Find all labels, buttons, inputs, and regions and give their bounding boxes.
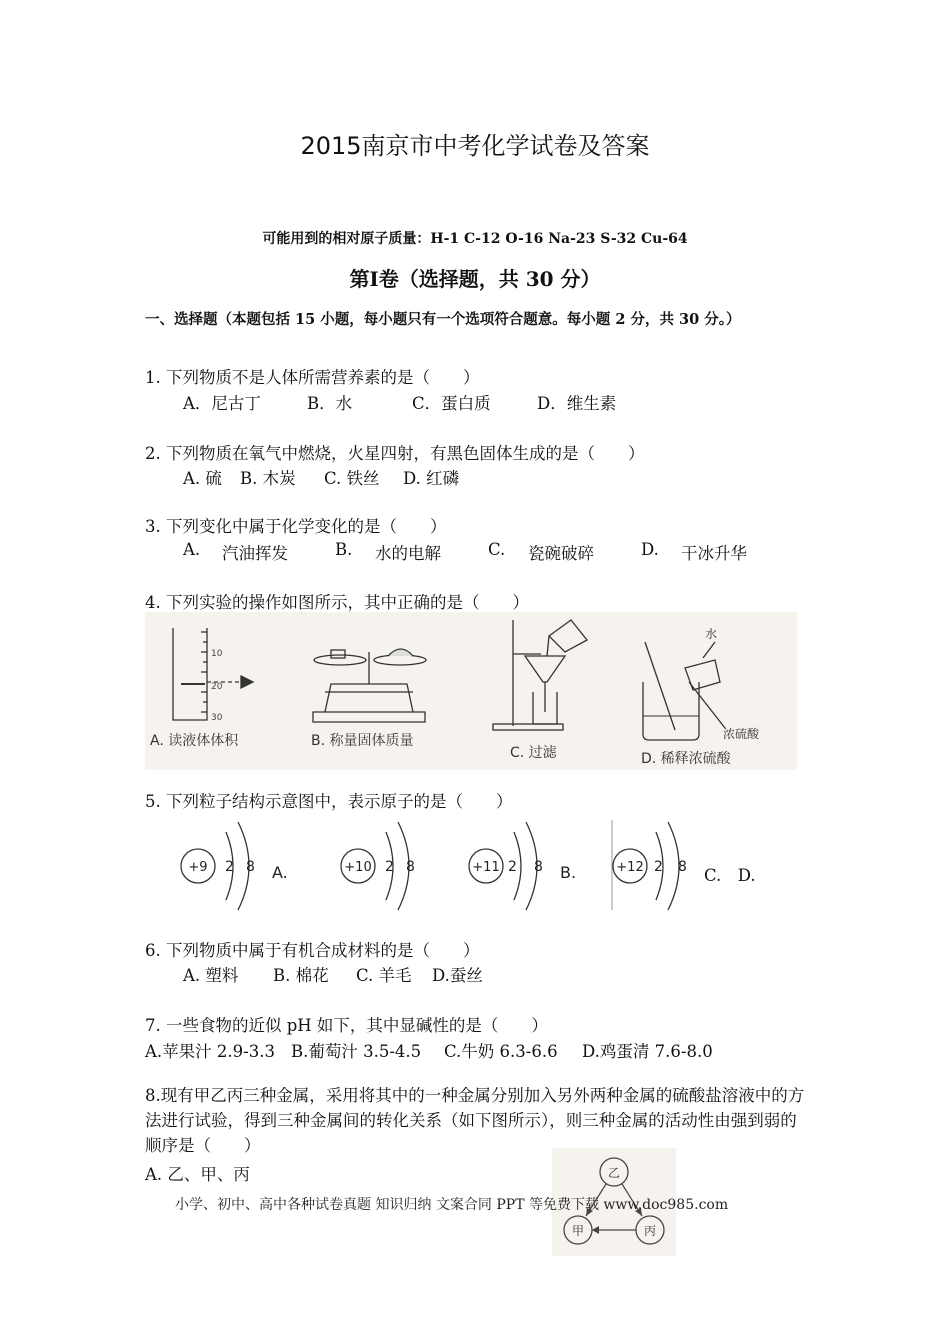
lab-operations-illustration: [145, 612, 797, 770]
q8-option-a: A. 乙、甲、丙: [145, 1165, 250, 1184]
atomic-masses-line: 可能用到的相对原子质量：H-1 C-12 O-16 Na-23 S-32 Cu-64: [262, 231, 688, 247]
q1-option-d: D．维生素: [537, 394, 617, 413]
question-7-stem: 7. 一些食物的近似 pH 如下，其中显碱性的是（ ）: [145, 1016, 548, 1035]
particle-diagram-c: [613, 822, 687, 910]
particle-b2-shell2: 8: [534, 859, 543, 875]
q1-option-a: A．尼古丁: [183, 394, 261, 413]
figure-label-a: A. 读液体体积: [150, 733, 239, 749]
node-yi: 乙: [607, 1166, 621, 1180]
particle-c-shell1: 2: [654, 859, 663, 875]
part1-title: 第Ⅰ卷（选择题，共 30 分）: [349, 267, 601, 291]
q2-option-d: D. 红磷: [403, 469, 460, 488]
particle-a-shell1: 2: [225, 859, 234, 875]
figure-label-c: C. 过滤: [510, 745, 557, 761]
q7-option-b: B.葡萄汁 3.5-4.5: [291, 1042, 422, 1061]
filtration-setup-icon: [493, 620, 587, 730]
particle-b2-shell1: 2: [508, 859, 517, 875]
particle-a-shell2: 8: [246, 859, 255, 875]
label-water: 水: [705, 627, 718, 641]
scale-30: 30: [211, 713, 223, 723]
page-footer: 小学、初中、高中各种试卷真题 知识归纳 文案合同 PPT 等免费下载 www.doc985.com: [175, 1197, 729, 1213]
label-concentrated-acid: 浓硫酸: [723, 727, 760, 741]
question-6-stem: 6. 下列物质中属于有机合成材料的是（ ）: [145, 941, 480, 960]
graduated-cylinder-icon: [173, 628, 253, 720]
q2-option-b: B. 木炭: [240, 469, 296, 488]
particle-diagrams: [170, 818, 730, 914]
figure-label-b: B. 称量固体质量: [311, 733, 414, 749]
particle-c-nucleus: +12: [616, 860, 644, 875]
scale-10: 10: [211, 649, 223, 659]
balance-scale-icon: [313, 649, 426, 722]
q2-option-a: A. 硫: [183, 469, 222, 488]
question-3-stem: 3. 下列变化中属于化学变化的是（ ）: [145, 517, 447, 536]
q3-option-c-text: 瓷碗破碎: [528, 544, 594, 563]
particle-diagram-a: [181, 822, 288, 910]
dilution-beaker-icon: [643, 642, 725, 740]
q6-option-c: C. 羊毛: [356, 966, 412, 985]
q1-option-c: C．蛋白质: [412, 394, 491, 413]
q6-option-d: D.蚕丝: [432, 966, 483, 985]
question-4-stem: 4. 下列实验的操作如图所示，其中正确的是（ ）: [145, 593, 529, 612]
particle-a-label: A.: [272, 863, 288, 882]
particle-b1-shell2: 8: [406, 859, 415, 875]
q7-option-c: C.牛奶 6.3-6.6: [444, 1042, 558, 1061]
q3-option-a-text: 汽油挥发: [222, 544, 288, 563]
particle-c-d-labels: C. D.: [704, 866, 756, 885]
q3-option-a-letter: A.: [183, 540, 201, 559]
particle-structure-illustration: [170, 818, 730, 914]
scale-20: 20: [211, 682, 223, 692]
q3-option-b-text: 水的电解: [375, 544, 441, 563]
q6-option-a: A. 塑料: [183, 966, 239, 985]
q6-option-b: B. 棉花: [273, 966, 329, 985]
q3-option-b-letter: B.: [335, 540, 353, 559]
q3-option-d-letter: D.: [641, 540, 659, 559]
q3-option-c-letter: C.: [488, 540, 506, 559]
q7-option-d: D.鸡蛋清 7.6-8.0: [582, 1042, 713, 1061]
q7-option-a: A.苹果汁 2.9-3.3: [145, 1042, 275, 1061]
particle-diagram-b1: [341, 822, 415, 910]
question-1-stem: 1. 下列物质不是人体所需营养素的是（ ）: [145, 368, 480, 387]
particle-b2-nucleus: +11: [472, 860, 500, 875]
q3-option-d-text: 干冰升华: [681, 544, 747, 563]
particle-b1-nucleus: +10: [344, 860, 372, 875]
q1-option-b: B．水: [307, 394, 353, 413]
node-jia: 甲: [571, 1224, 585, 1238]
q4-lab-figure: [145, 612, 797, 770]
question-5-stem: 5. 下列粒子结构示意图中，表示原子的是（ ）: [145, 792, 513, 811]
node-bing: 丙: [643, 1224, 657, 1238]
q2-option-c: C. 铁丝: [324, 469, 380, 488]
particle-b2-label: B.: [560, 863, 577, 882]
particle-b1-shell1: 2: [385, 859, 394, 875]
particle-c-shell2: 8: [678, 859, 687, 875]
particle-diagram-b2: [469, 822, 576, 910]
figure-label-d: D. 稀释浓硫酸: [641, 751, 731, 767]
section-instructions: 一、选择题（本题包括 15 小题，每小题只有一个选项符合题意。每小题 2 分，共 30 分。）: [145, 311, 741, 328]
question-8-stem: 8.现有甲乙丙三种金属，采用将其中的一种金属分别加入另外两种金属的硫酸盐溶液中的方法进行试验，得到三种金属间的转化关系（如下图所示），则三种金属的活动性由强到弱的顺序是（ ）: [145, 1086, 805, 1155]
particle-a-nucleus: +9: [188, 860, 208, 875]
page-title: 2015南京市中考化学试卷及答案: [300, 132, 650, 160]
question-2-stem: 2. 下列物质在氧气中燃烧，火星四射，有黑色固体生成的是（ ）: [145, 444, 645, 463]
